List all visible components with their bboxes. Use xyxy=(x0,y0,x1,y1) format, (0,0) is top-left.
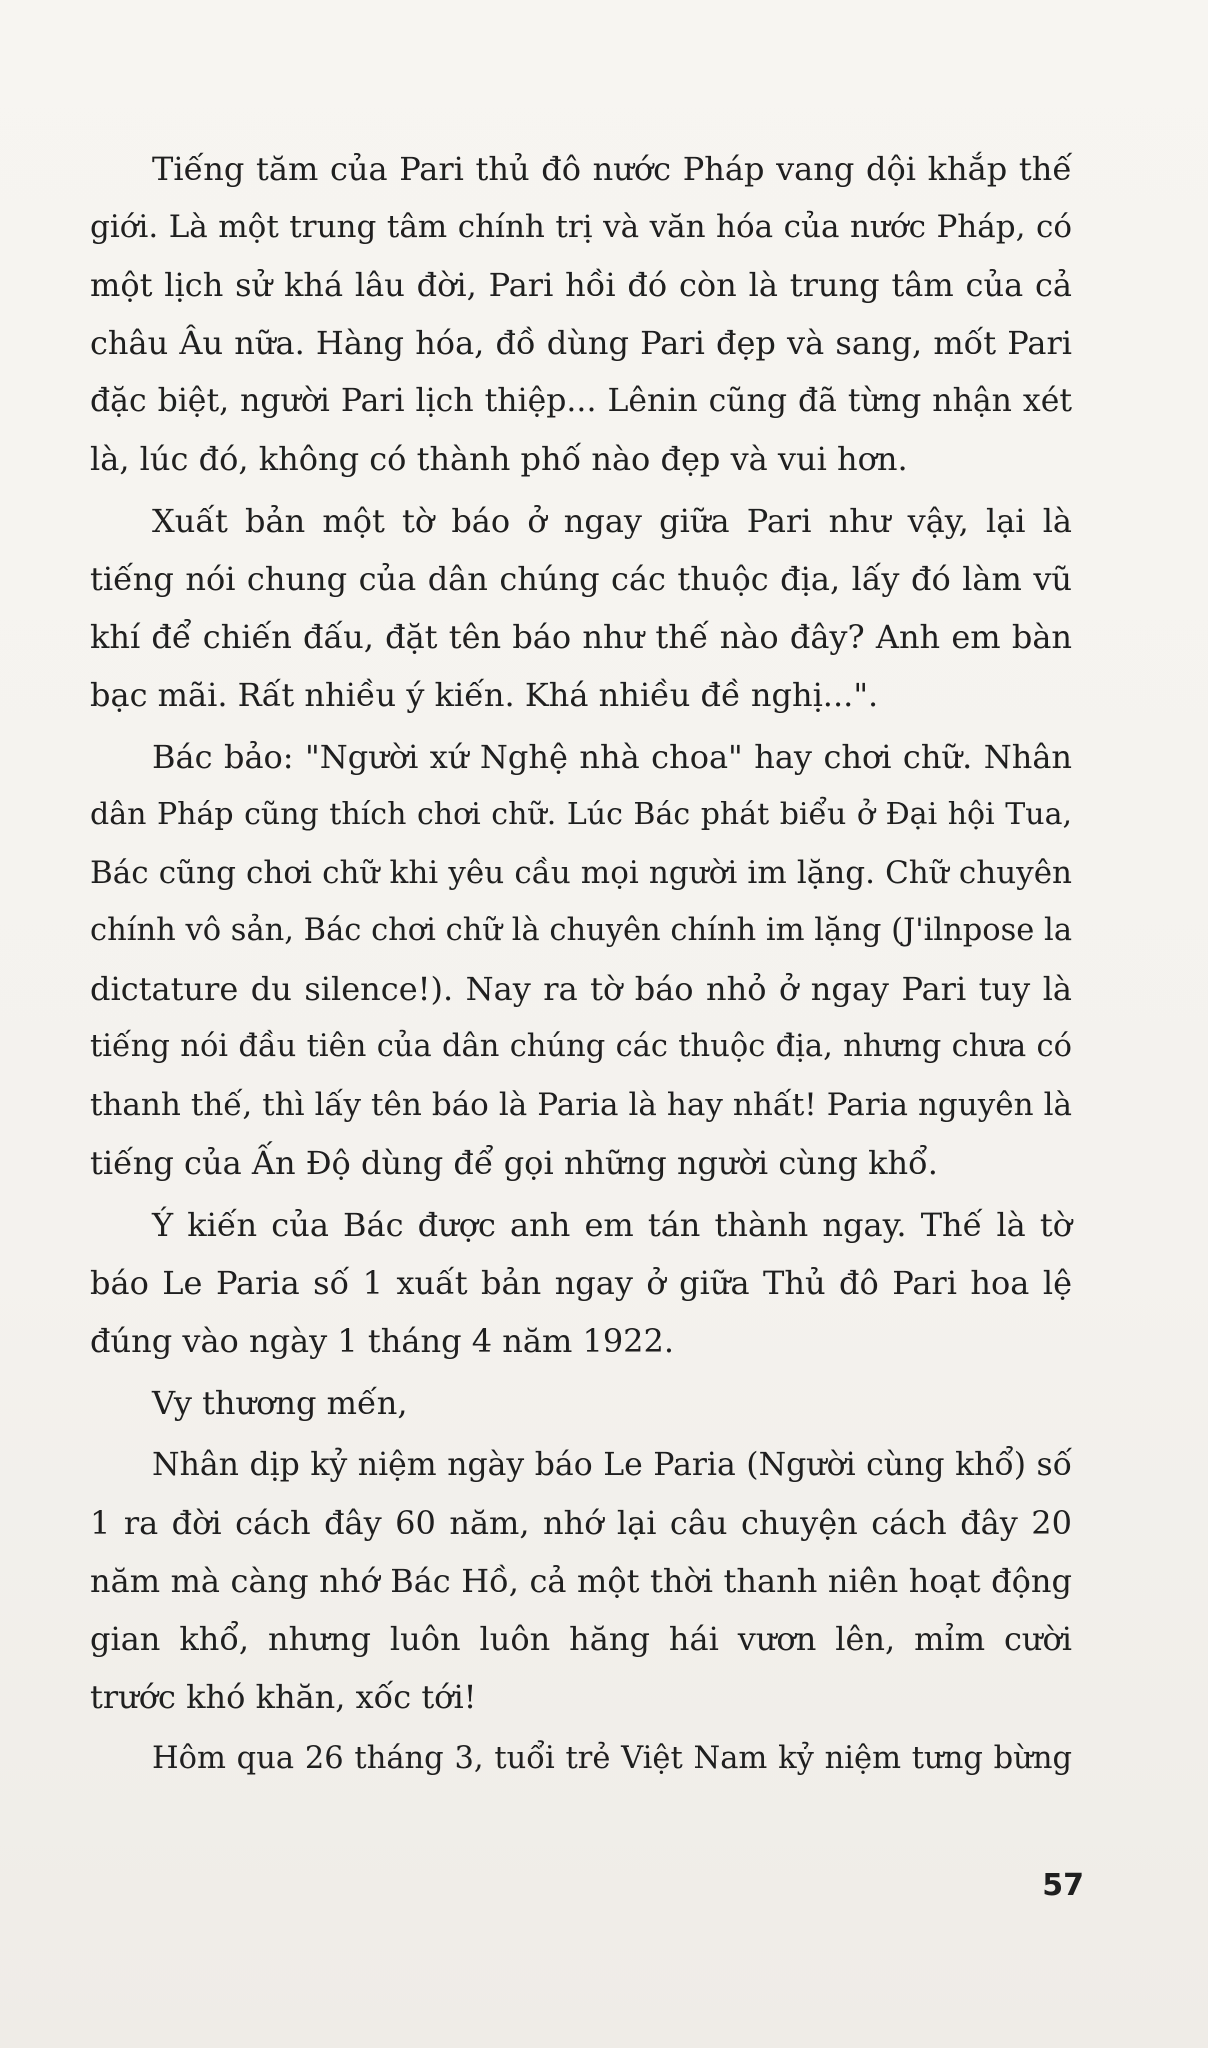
paragraph-paris-fame xyxy=(90,140,1072,488)
text-line: chính vô sản, Bác chơi chữ là chuyên chính im lặng (J'ilnpose la xyxy=(90,913,1072,948)
text-line: dictature du silence!). Nay ra tờ báo nhỏ ở ngay Pari tuy là xyxy=(90,970,1072,1008)
text-line: gian khổ, nhưng luôn luôn hăng hái vươn lên, mỉm cười xyxy=(90,1620,1072,1658)
paragraph-wordplay xyxy=(90,728,1072,1192)
text-line: châu Âu nữa. Hàng hóa, đồ dùng Pari đẹp và sang, mốt Pari xyxy=(90,324,1072,362)
text-line: đúng vào ngày 1 tháng 4 năm 1922. xyxy=(90,1322,675,1360)
text-line: Tiếng tăm của Pari thủ đô nước Pháp vang dội khắp thế xyxy=(152,150,1072,188)
text-line: là, lúc đó, không có thành phố nào đẹp và vui hơn. xyxy=(90,440,908,478)
text-line: Xuất bản một tờ báo ở ngay giữa Pari như vậy, lại là xyxy=(152,502,1072,540)
paragraph-youth-celebration xyxy=(90,1730,1072,1788)
text-line: 1 ra đời cách đây 60 năm, nhớ lại câu chuyện cách đây 20 xyxy=(90,1504,1072,1542)
text-line: trước khó khăn, xốc tới! xyxy=(90,1678,477,1716)
page-number: 57 xyxy=(1042,1868,1084,1903)
text-line: giới. Là một trung tâm chính trị và văn hóa của nước Pháp, có xyxy=(90,209,1072,245)
paragraph-le-paria-launch xyxy=(90,1196,1072,1370)
text-line: đặc biệt, người Pari lịch thiệp... Lênin cũng đã từng nhận xét xyxy=(90,383,1072,419)
text-line: Bác bảo: "Người xứ Nghệ nhà choa" hay chơi chữ. Nhân xyxy=(152,738,1072,776)
text-line: năm mà càng nhớ Bác Hồ, cả một thời thanh niên hoạt động xyxy=(90,1562,1072,1600)
text-line: thanh thế, thì lấy tên báo là Paria là hay nhất! Paria nguyên là xyxy=(90,1087,1072,1123)
text-line: Nhân dịp kỷ niệm ngày báo Le Paria (Người cùng khổ) số xyxy=(152,1447,1072,1483)
text-line: Ý kiến của Bác được anh em tán thành ngay. Thế là tờ xyxy=(152,1206,1072,1244)
text-line: bạc mãi. Rất nhiều ý kiến. Khá nhiều đề nghị...". xyxy=(90,676,879,714)
text-line: một lịch sử khá lâu đời, Pari hồi đó còn là trung tâm của cả xyxy=(90,266,1072,304)
text-line: báo Le Paria số 1 xuất bản ngay ở giữa Thủ đô Pari hoa lệ xyxy=(90,1264,1072,1302)
text-line: tiếng của Ấn Độ dùng để gọi những người cùng khổ. xyxy=(90,1144,938,1182)
body-text xyxy=(90,140,1072,1788)
text-line: khí để chiến đấu, đặt tên báo như thế nào đây? Anh em bàn xyxy=(90,618,1072,656)
text-line: Hôm qua 26 tháng 3, tuổi trẻ Việt Nam kỷ niệm tưng bừng xyxy=(152,1741,1072,1776)
paragraph-newspaper-naming xyxy=(90,492,1072,724)
text-line: Bác cũng chơi chữ khi yêu cầu mọi người im lặng. Chữ chuyên xyxy=(90,855,1072,891)
text-line: tiếng nói đầu tiên của dân chúng các thuộc địa, nhưng chưa có xyxy=(90,1029,1072,1064)
paragraph-anniversary xyxy=(90,1436,1072,1726)
text-line: dân Pháp cũng thích chơi chữ. Lúc Bác phát biểu ở Đại hội Tua, xyxy=(90,797,1072,832)
text-line: Vy thương mến, xyxy=(152,1384,408,1422)
text-line: tiếng nói chung của dân chúng các thuộc địa, lấy đó làm vũ xyxy=(90,560,1072,598)
paragraph-salutation xyxy=(90,1374,1072,1432)
